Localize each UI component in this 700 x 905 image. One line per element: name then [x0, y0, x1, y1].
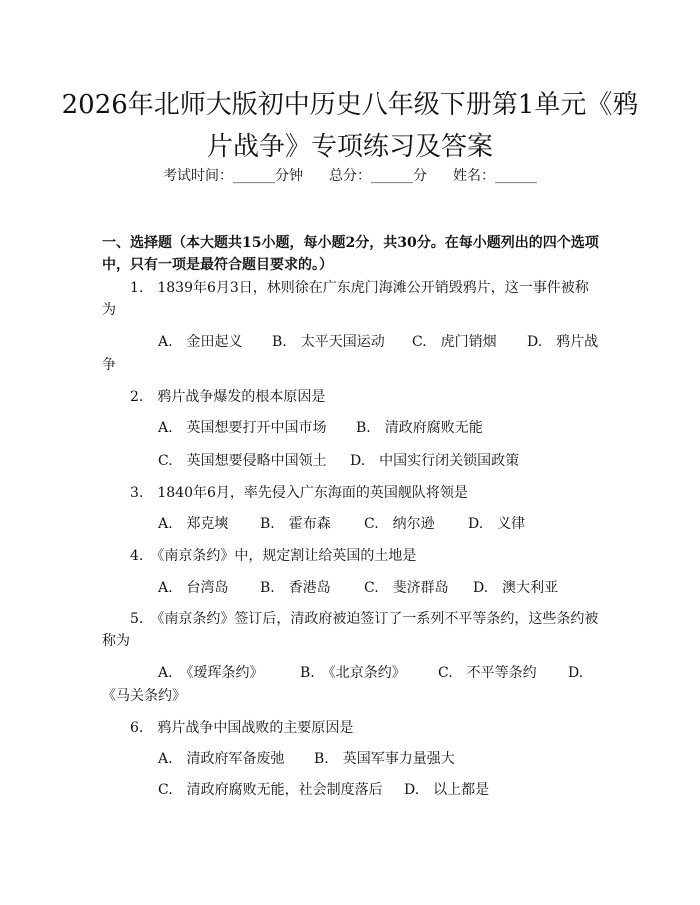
option-a: A. 英国想要打开中国市场	[158, 420, 327, 436]
option-c: C. 纳尔逊	[364, 516, 435, 532]
option-b: B. 霍布森	[260, 516, 331, 532]
option-d: D.	[568, 665, 584, 681]
option-d: D. 以上都是	[404, 782, 490, 798]
option-wrap-text: 争	[102, 357, 116, 373]
student-name-field: 姓名：______	[453, 168, 537, 184]
option-a: A. 清政府军备废弛	[158, 751, 285, 767]
question-stem: 5. 《南京条约》签订后，清政府被迫签订了一系列不平等条约，这些条约被称为	[102, 611, 599, 649]
option-a: A. 《瑷珲条约》	[158, 665, 264, 681]
option-d: D. 义律	[468, 516, 526, 532]
option-c: C. 斐济群岛	[364, 580, 449, 596]
option-a: A. 台湾岛	[158, 580, 229, 596]
option-c: C. 英国想要侵略中国领土	[158, 453, 327, 469]
question-stem: 1. 1839年6月3日，林则徐在广东虎门海滩公开销毁鸦片，这一事件被称为	[102, 280, 589, 318]
option-b: B. 清政府腐败无能	[356, 420, 483, 436]
option-c: C. 清政府腐败无能，社会制度落后	[158, 782, 383, 798]
option-wrap-text: 《马关条约》	[102, 688, 186, 704]
question-stem: 2. 鸦片战争爆发的根本原因是	[130, 389, 326, 405]
section-heading: 一、选择题（本大题共15小题，每小题2分，共30分。在每小题列出的四个选项中，只有一项是最符合题目要求的。）	[102, 235, 599, 273]
option-b: B. 《北京条约》	[300, 665, 406, 681]
option-d: D. 澳大利亚	[473, 580, 559, 596]
document-title: 2026年北师大版初中历史八年级下册第1单元《鸦片战争》专项练习及答案	[61, 90, 639, 162]
option-d: D. 中国实行闭关锁国政策	[350, 453, 520, 469]
option-a: A. 郑克塽	[158, 516, 229, 532]
option-c: C. 虎门销烟	[412, 334, 497, 350]
option-c: C. 不平等条约	[438, 665, 537, 681]
option-b: B. 香港岛	[260, 580, 331, 596]
option-b: B. 太平天国运动	[272, 334, 385, 350]
total-score-field: 总分：______分	[329, 168, 427, 184]
option-a: A. 金田起义	[158, 334, 243, 350]
question-stem: 4. 《南京条约》中，规定割让给英国的土地是	[130, 548, 417, 564]
exam-time-field: 考试时间：______分钟	[163, 168, 303, 184]
question-stem: 6. 鸦片战争中国战败的主要原因是	[130, 720, 354, 736]
question-stem: 3. 1840年6月，率先侵入广东海面的英国舰队将领是	[130, 485, 468, 501]
option-d: D. 鸦片战	[527, 334, 599, 350]
exam-meta	[0, 165, 700, 187]
option-b: B. 英国军事力量强大	[314, 751, 455, 767]
